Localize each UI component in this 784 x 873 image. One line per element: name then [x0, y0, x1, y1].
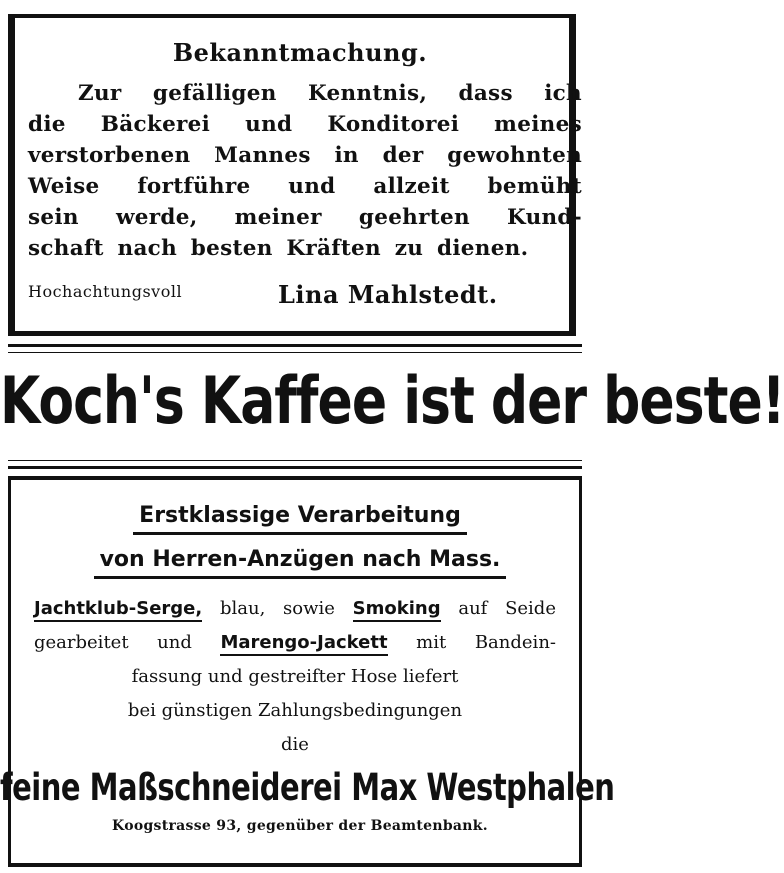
announcement-line: verstorbenen Mannes in der gewohnten	[28, 143, 582, 168]
line-text: gearbeitet und	[34, 632, 221, 653]
announcement-closing: Hochachtungsvoll	[28, 282, 183, 301]
tailor-line-2	[34, 626, 556, 660]
tailor-shop-name: feine Maßschneiderei Max Westphalen	[0, 765, 615, 810]
tailor-line-5: die	[281, 734, 309, 755]
separator-rule	[8, 466, 582, 469]
product-jachtklub-serge: Jachtklub-Serge,	[34, 598, 202, 622]
announcement-line: schaft nach besten Kräften zu dienen.	[28, 236, 529, 261]
product-smoking: Smoking	[353, 598, 441, 622]
announcement-signature: Lina Mahlstedt.	[278, 280, 498, 309]
tailor-line-1	[34, 592, 556, 626]
tailor-heading-2	[0, 547, 600, 579]
tailor-address: Koogstrasse 93, gegenüber der Beamtenbank.	[112, 818, 488, 834]
separator-rule	[8, 352, 582, 353]
product-marengo-jackett: Marengo-Jackett	[220, 632, 387, 656]
announcement-line: die Bäckerei und Konditorei meines	[28, 112, 582, 137]
tailor-heading-1	[0, 503, 600, 535]
line-text: blau, sowie	[202, 598, 353, 619]
separator-rule	[8, 344, 582, 347]
heading-text: von Herren-Anzügen nach Mass.	[94, 547, 507, 579]
tailor-line-4: bei günstigen Zahlungsbedingungen	[127, 700, 463, 721]
coffee-slogan-banner: Koch's Kaffee ist der beste!	[0, 364, 784, 439]
tailor-line-3: fassung und gestreifter Hose liefert	[131, 666, 459, 687]
announcement-line: Zur gefälligen Kenntnis, dass ich	[78, 81, 582, 106]
announcement-title: Bekanntmachung.	[172, 38, 428, 67]
announcement-line: sein werde, meiner geehrten Kund-	[28, 205, 582, 230]
heading-text: Erstklassige Verarbeitung	[133, 503, 467, 535]
announcement-line: Weise fortführe und allzeit bemüht	[28, 174, 582, 199]
line-text: mit Bandein-	[387, 632, 556, 653]
announcement-body	[28, 78, 582, 264]
separator-rule	[8, 460, 582, 461]
line-text: auf Seide	[440, 598, 556, 619]
tailor-body	[34, 592, 556, 762]
